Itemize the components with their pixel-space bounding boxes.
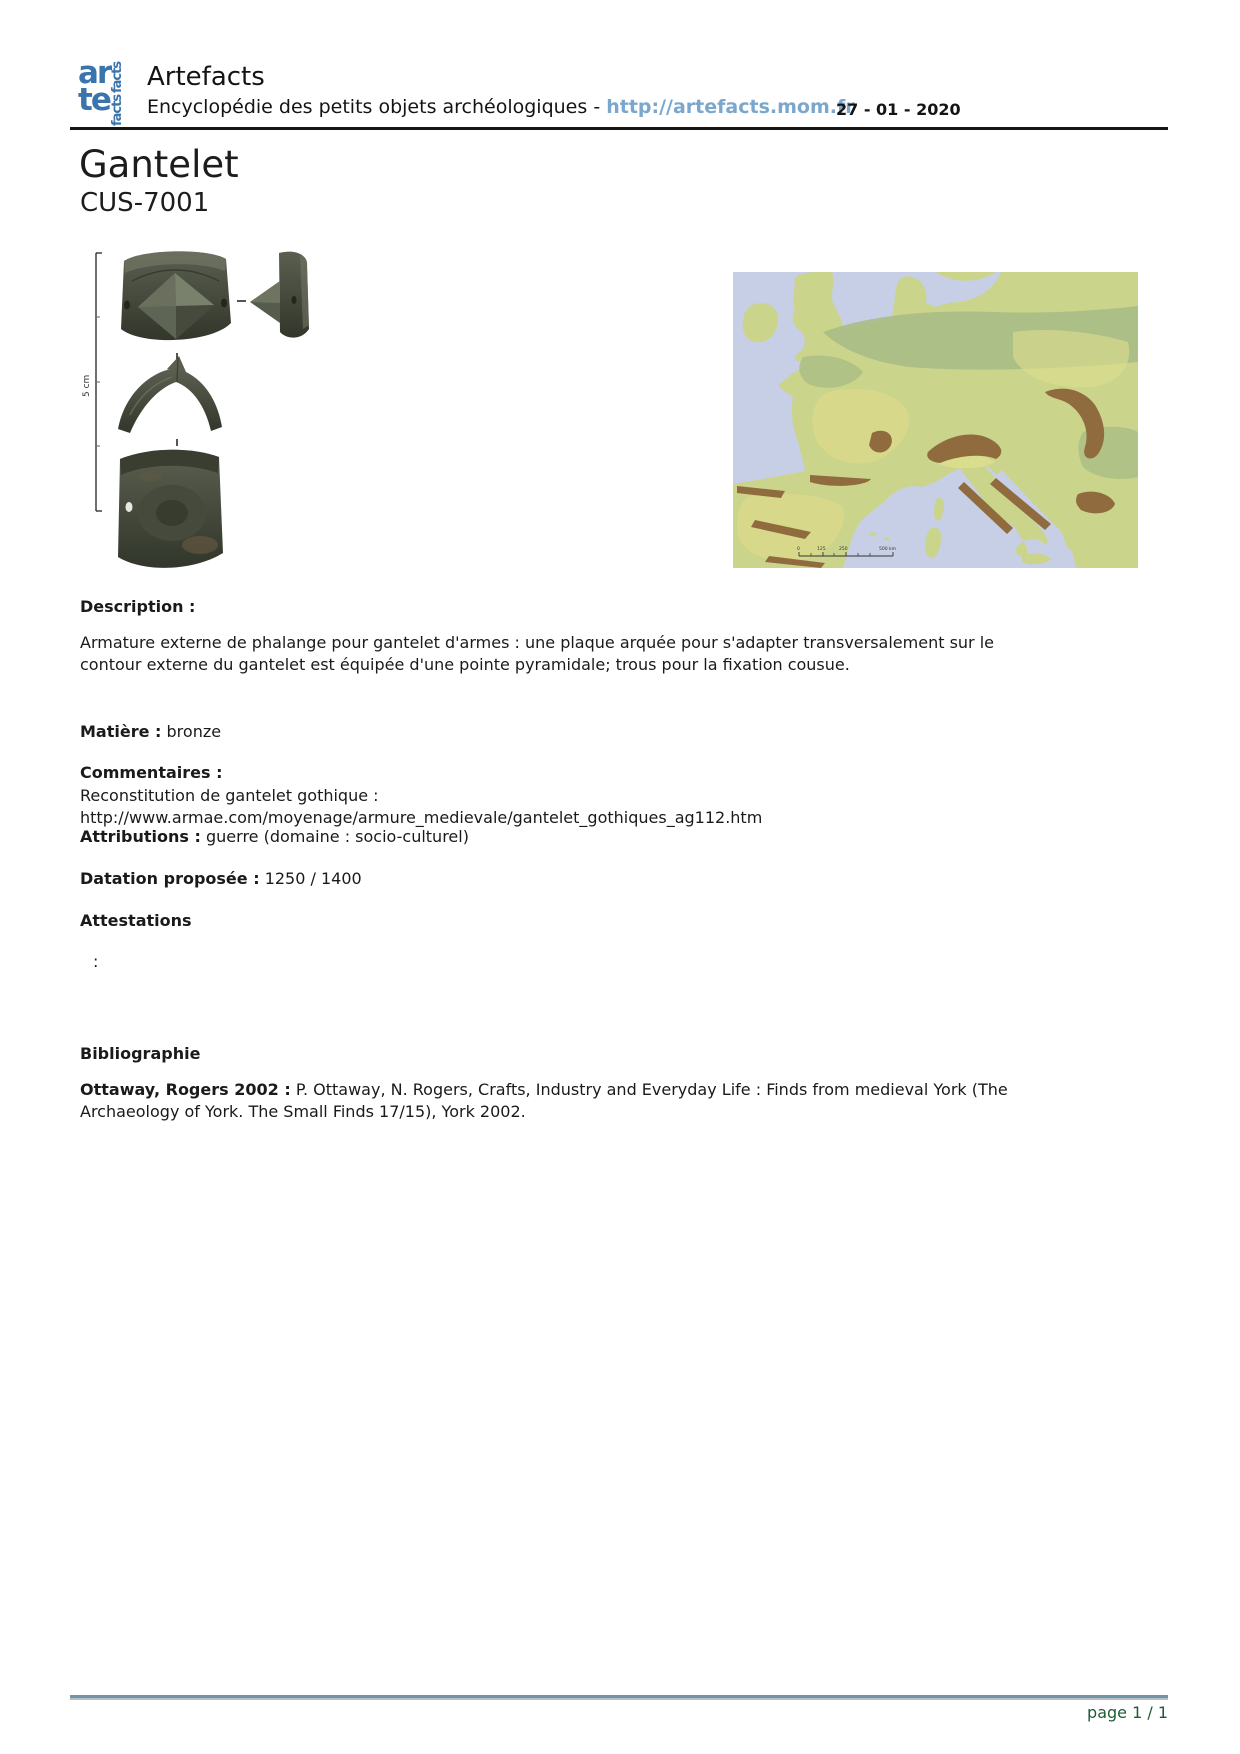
scale-label: 5 cm [82,374,92,397]
attributions-line [80,826,469,848]
site-title: Artefacts [147,62,265,92]
attributions-value: guerre (domaine : socio-culturel) [206,827,469,846]
subtitle-text: Encyclopédie des petits objets archéologiques - [147,96,607,118]
record-title: Gantelet [79,143,239,186]
commentaires-text: Reconstitution de gantelet gothique : http://www.armae.com/moyenage/armure_medievale/gantelet_gothiques_ag112.htm [80,786,763,827]
artifact-side-view [250,252,309,338]
artifact-bottom-view [118,450,223,568]
photo-separator-dash [237,300,246,302]
datation-label: Datation proposée : [80,869,260,888]
map-scale-125: 125 [817,547,826,552]
datation-line [80,868,362,890]
tick-mark-2 [176,439,178,446]
site-subtitle [147,96,855,118]
logo-facts-text [111,60,124,126]
logo-te: te [78,82,110,119]
photo-scale-ruler [82,253,102,511]
bibliographie-heading: Bibliographie [80,1044,201,1063]
record-code: CUS-7001 [80,188,210,218]
logo-ar: ar [78,55,111,91]
map-scale-250: 250 [839,547,848,552]
map-scale-500: 500 km [879,547,897,552]
matiere-value: bronze [166,722,222,741]
artifact-front-view [121,251,231,340]
attestations-heading: Attestations [80,911,192,930]
logo-facts-1: facts [110,61,126,93]
footer-divider [70,1695,1168,1700]
map-scale-0: 0 [797,547,800,552]
artifact-profile-view [118,356,222,433]
bibliographie-entry [80,1079,1040,1122]
description-text: Armature externe de phalange pour gantelet d'armes : une plaque arquée pour s'adapter transversalement sur le contour externe du gantelet est équipée d'une pointe pyramidale; trous pour la fixation cousue. [80,633,994,674]
logo-facts-2: facts [110,94,126,126]
matiere-label: Matière : [80,722,162,741]
attributions-label: Attributions : [80,827,201,846]
artefacts-logo [78,55,126,126]
print-date: 27 - 01 - 2020 [836,100,961,119]
header-divider [70,127,1168,130]
logo-arte-text [78,55,111,119]
attestations-value: : [93,952,99,971]
commentaires-heading: Commentaires : [80,763,223,782]
matiere-line [80,721,221,743]
artifact-photos [80,245,320,575]
biblio-entry-label: Ottaway, Rogers 2002 : [80,1080,291,1099]
biblio-entry-text: P. Ottaway, N. Rogers, Crafts, Industry and Everyday Life : Finds from medieval York (The Archaeology of York. The Small Finds 17/15), York 2002. [80,1080,1008,1121]
distribution-map [733,272,1138,568]
page-number: page 1 / 1 [1087,1703,1168,1722]
site-url-link[interactable]: http://artefacts.mom.fr [606,96,855,118]
description-heading: Description : [80,597,196,616]
datation-value: 1250 / 1400 [264,869,362,888]
